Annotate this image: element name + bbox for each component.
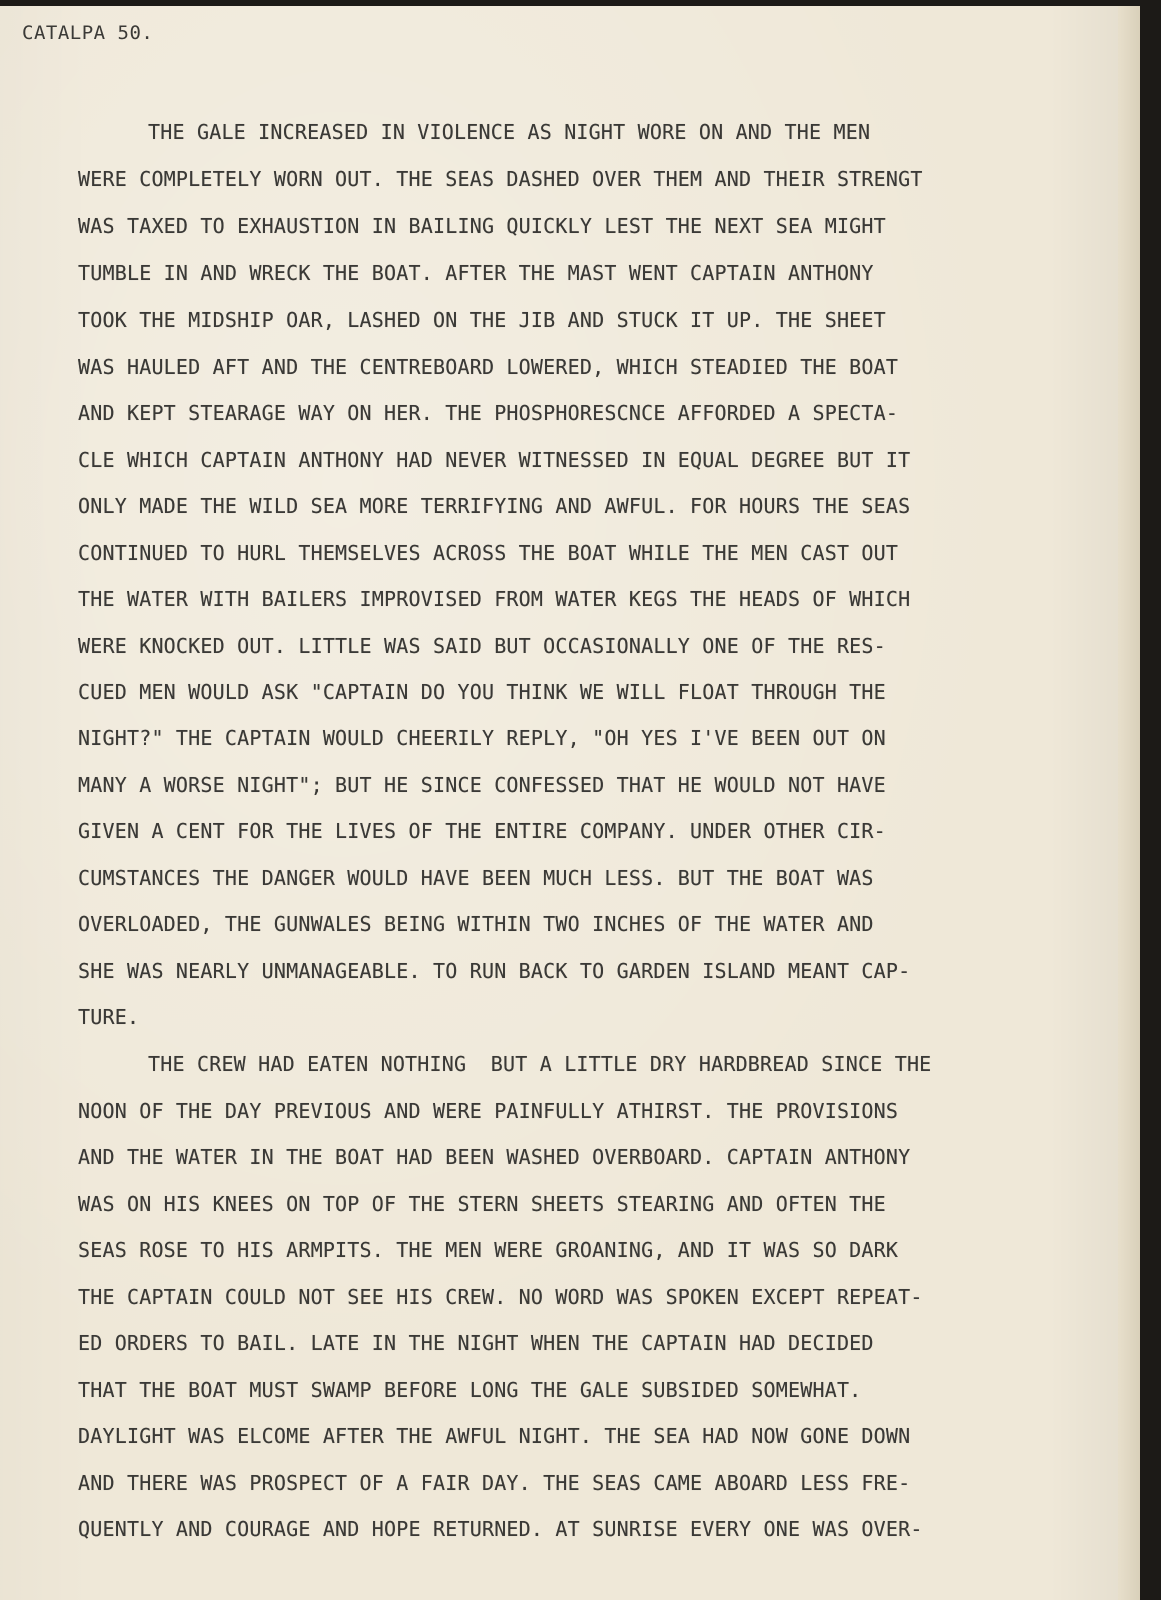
text-line: TOOK THE MIDSHIP OAR, LASHED ON THE JIB AND STUCK IT UP. THE SHEET (78, 308, 886, 332)
text-line: WERE KNOCKED OUT. LITTLE WAS SAID BUT OCCASIONALLY ONE OF THE RES- (78, 634, 886, 658)
text-line: AND KEPT STEARAGE WAY ON HER. THE PHOSPHORESCNCE AFFORDED A SPECTA- (78, 401, 899, 425)
text-line: SEAS ROSE TO HIS ARMPITS. THE MEN WERE GROANING, AND IT WAS SO DARK (78, 1238, 899, 1262)
text-line: THE WATER WITH BAILERS IMPROVISED FROM WATER KEGS THE HEADS OF WHICH (78, 587, 911, 611)
text-line: CLE WHICH CAPTAIN ANTHONY HAD NEVER WITNESSED IN EQUAL DEGREE BUT IT (78, 448, 911, 472)
text-line: THE CREW HAD EATEN NOTHING BUT A LITTLE DRY HARDBREAD SINCE THE (148, 1052, 932, 1076)
text-line: WERE COMPLETELY WORN OUT. THE SEAS DASHED OVER THEM AND THEIR STRENGT (78, 167, 923, 191)
text-line: CUED MEN WOULD ASK "CAPTAIN DO YOU THINK WE WILL FLOAT THROUGH THE (78, 680, 886, 704)
text-line: DAYLIGHT WAS ELCOME AFTER THE AWFUL NIGHT. THE SEA HAD NOW GONE DOWN (78, 1424, 911, 1448)
text-line: TUMBLE IN AND WRECK THE BOAT. AFTER THE MAST WENT CAPTAIN ANTHONY (78, 261, 874, 285)
text-line: ONLY MADE THE WILD SEA MORE TERRIFYING AND AWFUL. FOR HOURS THE SEAS (78, 494, 911, 518)
text-line: AND THERE WAS PROSPECT OF A FAIR DAY. THE SEAS CAME ABOARD LESS FRE- (78, 1471, 911, 1495)
text-line: THE GALE INCREASED IN VIOLENCE AS NIGHT WORE ON AND THE MEN (148, 120, 871, 144)
text-line: AND THE WATER IN THE BOAT HAD BEEN WASHED OVERBOARD. CAPTAIN ANTHONY (78, 1145, 911, 1169)
text-line: CUMSTANCES THE DANGER WOULD HAVE BEEN MUCH LESS. BUT THE BOAT WAS (78, 866, 874, 890)
page-edge (1118, 6, 1140, 1600)
text-line: OVERLOADED, THE GUNWALES BEING WITHIN TWO INCHES OF THE WATER AND (78, 912, 874, 936)
text-line: QUENTLY AND COURAGE AND HOPE RETURNED. AT SUNRISE EVERY ONE WAS OVER- (78, 1517, 923, 1541)
text-line: WAS ON HIS KNEES ON TOP OF THE STERN SHEETS STEARING AND OFTEN THE (78, 1192, 886, 1216)
text-line: THE CAPTAIN COULD NOT SEE HIS CREW. NO WORD WAS SPOKEN EXCEPT REPEAT- (78, 1285, 923, 1309)
text-line: WAS TAXED TO EXHAUSTION IN BAILING QUICKLY LEST THE NEXT SEA MIGHT (78, 214, 886, 238)
text-line: MANY A WORSE NIGHT"; BUT HE SINCE CONFESSED THAT HE WOULD NOT HAVE (78, 773, 886, 797)
text-line: NIGHT?" THE CAPTAIN WOULD CHEERILY REPLY, "OH YES I'VE BEEN OUT ON (78, 726, 886, 750)
text-line: GIVEN A CENT FOR THE LIVES OF THE ENTIRE COMPANY. UNDER OTHER CIR- (78, 819, 886, 843)
page-header: CATALPA 50. (22, 22, 154, 44)
text-line: WAS HAULED AFT AND THE CENTREBOARD LOWERED, WHICH STEADIED THE BOAT (78, 355, 899, 379)
text-line: TURE. (78, 1005, 140, 1029)
text-line: SHE WAS NEARLY UNMANAGEABLE. TO RUN BACK TO GARDEN ISLAND MEANT CAP- (78, 959, 911, 983)
typed-page (0, 6, 1140, 1600)
text-line: CONTINUED TO HURL THEMSELVES ACROSS THE BOAT WHILE THE MEN CAST OUT (78, 541, 899, 565)
text-line: ED ORDERS TO BAIL. LATE IN THE NIGHT WHEN THE CAPTAIN HAD DECIDED (78, 1331, 874, 1355)
text-line: THAT THE BOAT MUST SWAMP BEFORE LONG THE GALE SUBSIDED SOMEWHAT. (78, 1378, 862, 1402)
text-line: NOON OF THE DAY PREVIOUS AND WERE PAINFULLY ATHIRST. THE PROVISIONS (78, 1099, 899, 1123)
